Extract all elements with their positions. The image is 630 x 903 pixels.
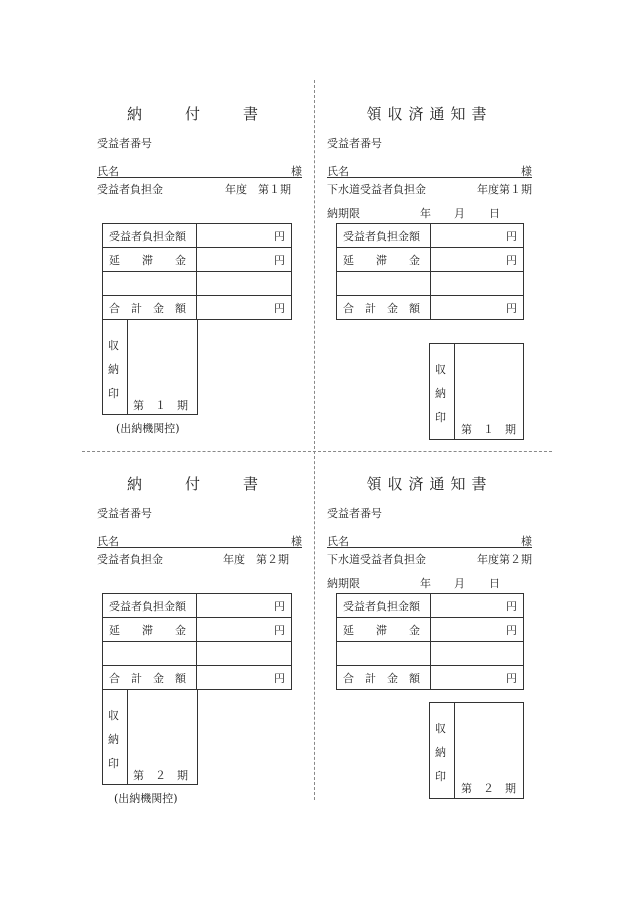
table-row [337, 296, 524, 320]
bank-copy-label: (出納機関控) [116, 422, 180, 435]
blank-cell [337, 272, 431, 296]
yen-label: 円 [197, 618, 292, 642]
yen-label: 円 [431, 594, 524, 618]
stamp-label-column [103, 690, 128, 784]
amount-table [336, 223, 524, 320]
receipt-stamp-box [429, 343, 524, 440]
name-label: 氏名 [327, 535, 349, 548]
sama-label: 様 [521, 165, 532, 178]
yen-label: 円 [197, 296, 292, 320]
yen-label: 円 [197, 666, 292, 690]
day-label: 日 [489, 577, 500, 590]
amount-table [102, 593, 292, 690]
stamp-label-column [430, 344, 455, 439]
table-row [337, 224, 524, 248]
yen-label: 円 [431, 248, 524, 272]
fiscal-period-label: 年度第１期 [477, 183, 532, 196]
horizontal-cut-line [82, 451, 552, 452]
delay-fee-label: 延 滞 金 [103, 618, 197, 642]
yen-label: 円 [431, 666, 524, 690]
burden-amount-label: 受益者負担金額 [337, 594, 431, 618]
name-line [97, 533, 302, 548]
payment-slip-title: 納 付 書 [126, 475, 272, 493]
receipt-notice-period-2 [327, 455, 532, 815]
due-date-label: 納期限 [327, 207, 360, 220]
blank-cell [103, 642, 197, 666]
blank-cell [431, 642, 524, 666]
stamp-char: 収 [435, 722, 446, 735]
fiscal-period-label: 年度 第１期 [225, 183, 291, 196]
yen-label: 円 [431, 296, 524, 320]
receipt-notice-title: 領収済通知書 [366, 475, 493, 493]
period-label: 第 １ 期 [461, 423, 516, 436]
period-label: 第 ２ 期 [461, 782, 516, 795]
total-amount-label: 合 計 金 額 [337, 296, 431, 320]
table-row [103, 272, 292, 296]
day-label: 日 [489, 207, 500, 220]
receipt-stamp-box [429, 702, 524, 799]
name-line [97, 163, 302, 178]
receipt-notice-period-1 [327, 85, 532, 445]
bank-copy-label: (出納機関控) [114, 792, 178, 805]
stamp-char: 印 [108, 387, 119, 400]
burden-amount-label: 受益者負担金額 [103, 224, 197, 248]
year-label: 年 [420, 207, 431, 220]
stamp-char: 納 [435, 746, 446, 759]
receipt-notice-title: 領収済通知書 [366, 105, 493, 123]
fiscal-period-label: 年度 第２期 [223, 553, 289, 566]
yen-label: 円 [431, 224, 524, 248]
total-amount-label: 合 計 金 額 [337, 666, 431, 690]
name-label: 氏名 [97, 165, 119, 178]
delay-fee-label: 延 滞 金 [337, 618, 431, 642]
burden-label: 受益者負担金 [97, 183, 163, 196]
sama-label: 様 [521, 535, 532, 548]
table-row [337, 594, 524, 618]
amount-table [102, 223, 292, 320]
yen-label: 円 [431, 618, 524, 642]
yen-label: 円 [197, 594, 292, 618]
table-row [103, 594, 292, 618]
table-row [337, 666, 524, 690]
sama-label: 様 [291, 165, 302, 178]
payment-slip-period-1 [97, 85, 302, 445]
recipient-number-label: 受益者番号 [97, 137, 152, 150]
name-label: 氏名 [327, 165, 349, 178]
receipt-stamp-box [102, 320, 198, 415]
name-line [327, 533, 532, 548]
recipient-number-label: 受益者番号 [97, 507, 152, 520]
table-row [103, 296, 292, 320]
recipient-number-label: 受益者番号 [327, 507, 382, 520]
table-row [103, 248, 292, 272]
payment-slip-period-2 [97, 455, 302, 815]
delay-fee-label: 延 滞 金 [337, 248, 431, 272]
stamp-char: 納 [108, 733, 119, 746]
stamp-label-column [103, 320, 128, 414]
sewer-burden-label: 下水道受益者負担金 [327, 553, 426, 566]
stamp-label-column [430, 703, 455, 798]
table-row [337, 248, 524, 272]
table-row [103, 618, 292, 642]
burden-amount-label: 受益者負担金額 [103, 594, 197, 618]
total-amount-label: 合 計 金 額 [103, 296, 197, 320]
year-label: 年 [420, 577, 431, 590]
vertical-cut-line [314, 80, 315, 800]
blank-cell [337, 642, 431, 666]
stamp-char: 収 [108, 339, 119, 352]
table-row [337, 642, 524, 666]
receipt-stamp-box [102, 690, 198, 785]
total-amount-label: 合 計 金 額 [103, 666, 197, 690]
table-row [103, 666, 292, 690]
stamp-char: 収 [108, 709, 119, 722]
stamp-char: 印 [108, 757, 119, 770]
period-label: 第 ２ 期 [133, 769, 188, 782]
amount-table [336, 593, 524, 690]
table-row [337, 618, 524, 642]
stamp-char: 納 [435, 387, 446, 400]
table-row [103, 224, 292, 248]
sama-label: 様 [291, 535, 302, 548]
stamp-char: 印 [435, 411, 446, 424]
yen-label: 円 [197, 224, 292, 248]
fiscal-period-label: 年度第２期 [477, 553, 532, 566]
sewer-burden-label: 下水道受益者負担金 [327, 183, 426, 196]
recipient-number-label: 受益者番号 [327, 137, 382, 150]
blank-cell [197, 272, 292, 296]
yen-label: 円 [197, 248, 292, 272]
stamp-char: 印 [435, 770, 446, 783]
blank-cell [103, 272, 197, 296]
month-label: 月 [454, 207, 465, 220]
stamp-char: 納 [108, 363, 119, 376]
due-date-label: 納期限 [327, 577, 360, 590]
burden-label: 受益者負担金 [97, 553, 163, 566]
month-label: 月 [454, 577, 465, 590]
table-row [103, 642, 292, 666]
table-row [337, 272, 524, 296]
blank-cell [197, 642, 292, 666]
payment-slip-title: 納 付 書 [126, 105, 272, 123]
blank-cell [431, 272, 524, 296]
name-line [327, 163, 532, 178]
delay-fee-label: 延 滞 金 [103, 248, 197, 272]
name-label: 氏名 [97, 535, 119, 548]
burden-amount-label: 受益者負担金額 [337, 224, 431, 248]
stamp-char: 収 [435, 363, 446, 376]
period-label: 第 １ 期 [133, 399, 188, 412]
